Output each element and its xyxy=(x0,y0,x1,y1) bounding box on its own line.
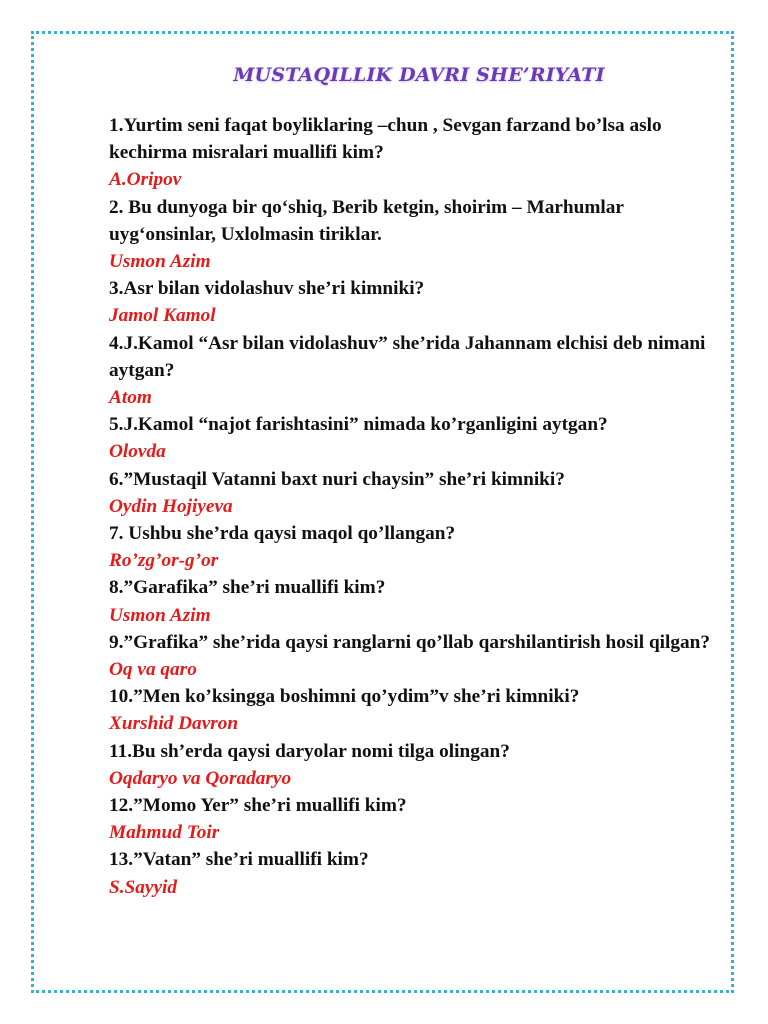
answer-1: A.Oripov xyxy=(109,169,182,191)
answer-8: Usmon Azim xyxy=(109,604,211,626)
answer-11: Oqdaryo va Qoradaryo xyxy=(109,767,292,789)
question-6: 6.”Mustaqil Vatanni baxt nuri chaysin” she’ri kimniki? xyxy=(109,468,565,490)
document-title: MUSTAQILLIK DAVRI SHE’RIYATI xyxy=(233,64,605,86)
question-13: 13.”Vatan” she’ri muallifi kim? xyxy=(109,849,369,871)
answer-3: Jamol Kamol xyxy=(109,305,216,327)
answer-6: Oydin Hojiyeva xyxy=(109,495,233,517)
question-1: 1.Yurtim seni faqat boyliklaring –chun , Sevgan farzand bo’lsa aslo kechirma misralari muallifi kim? xyxy=(109,115,662,164)
question-8: 8.”Garafika” she’ri muallifi kim? xyxy=(109,577,386,599)
question-10: 10.”Men ko’ksingga boshimni qo’ydim”v she’ri kimniki? xyxy=(109,686,580,708)
answer-4: Atom xyxy=(109,387,152,409)
question-12: 12.”Momo Yer” she’ri muallifi kim? xyxy=(109,795,407,817)
question-7: 7. Ushbu she’rda qaysi maqol qo’llangan? xyxy=(109,523,456,545)
answer-7: Ro’zg’or-g’or xyxy=(109,550,219,572)
question-11: 11.Bu sh’erda qaysi daryolar nomi tilga olingan? xyxy=(109,740,510,762)
answer-9: Oq va qaro xyxy=(109,659,197,681)
question-2: 2. Bu dunyoga bir qo‘shiq, Berib ketgin, shoirim – Marhumlar uyg‘onsinlar, Uxlolmasin tiriklar. xyxy=(109,196,624,245)
question-4: 4.J.Kamol “Asr bilan vidolashuv” she’rida Jahannam elchisi deb nimani aytgan? xyxy=(109,332,706,381)
answer-13: S.Sayyid xyxy=(109,876,178,898)
question-3: 3.Asr bilan vidolashuv she’ri kimniki? xyxy=(109,278,425,300)
question-9: 9.”Grafika” she’rida qaysi ranglarni qo’llab qarshilantirish hosil qilgan? xyxy=(109,631,711,653)
qa-list xyxy=(109,112,721,901)
answer-5: Olovda xyxy=(109,441,166,463)
question-5: 5.J.Kamol “najot farishtasini” nimada ko’rganligini aytgan? xyxy=(109,414,608,436)
answer-2: Usmon Azim xyxy=(109,251,211,273)
answer-12: Mahmud Toir xyxy=(109,822,220,844)
answer-10: Xurshid Davron xyxy=(109,713,239,735)
